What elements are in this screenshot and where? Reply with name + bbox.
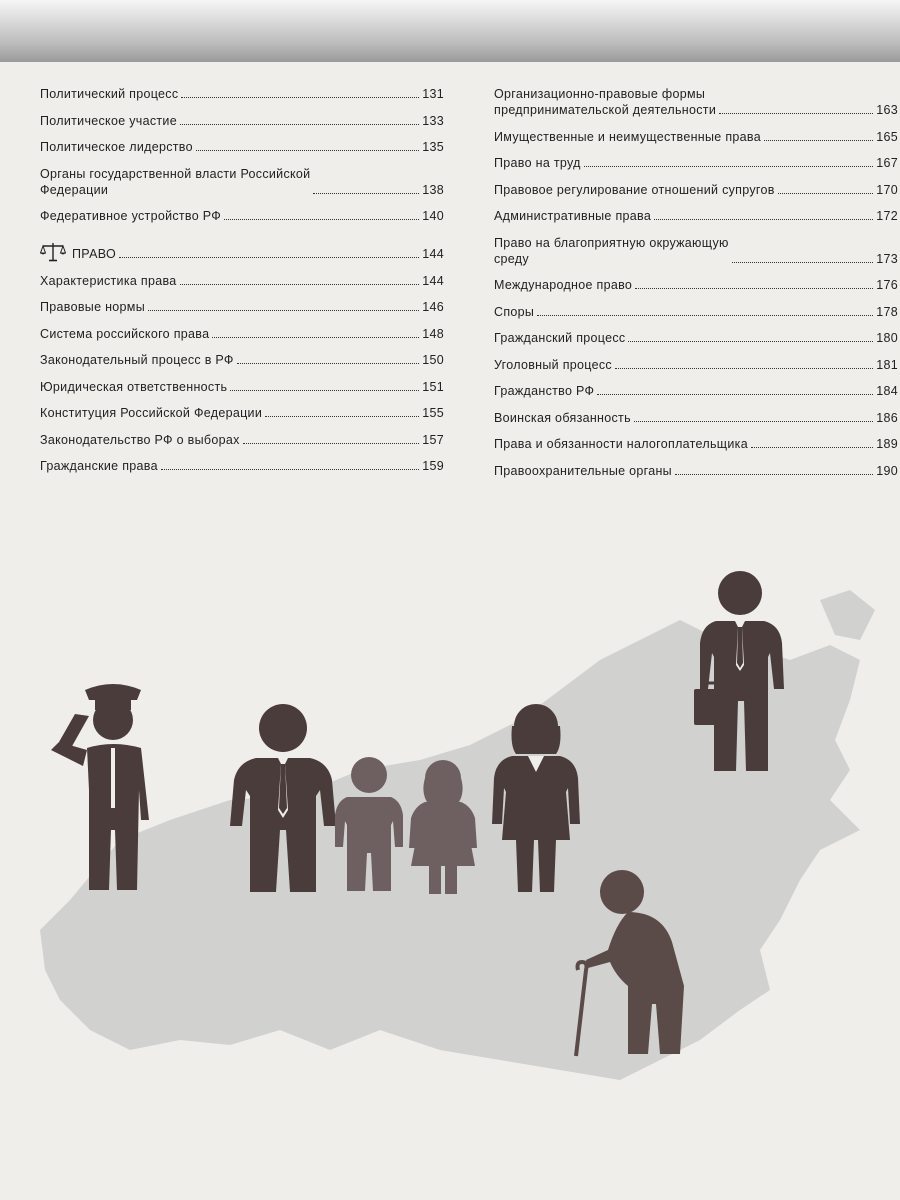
dot-leader (237, 363, 420, 364)
toc-entry-title: Политическое участие (40, 113, 177, 128)
scales-icon (40, 242, 66, 262)
dot-leader (212, 337, 419, 338)
toc-page-number: 146 (422, 300, 444, 314)
toc-page-number: 172 (876, 209, 898, 223)
toc-page-number: 155 (422, 406, 444, 420)
toc-entry[interactable] (494, 129, 898, 145)
toc-entry[interactable] (40, 458, 444, 474)
toc-page-number: 131 (422, 87, 444, 101)
dot-leader (230, 390, 419, 391)
toc-entry[interactable] (494, 436, 898, 452)
toc-entry-title: Федеративное устройство РФ (40, 209, 222, 223)
toc-entry[interactable] (40, 86, 444, 102)
toc-entry[interactable] (494, 235, 898, 267)
toc-entry-title: Правовое регулирование отношений супругов (494, 182, 775, 197)
elderly-man-figure (566, 866, 696, 1060)
toc-entry-title-line2: предпринимательской деятельности (494, 103, 717, 117)
toc-entry-title-line2: среду (494, 251, 529, 266)
dot-leader (161, 469, 419, 470)
section-title: ПРАВО (72, 247, 116, 261)
toc-entry[interactable] (494, 277, 898, 293)
toc-entry-title: Административные права (494, 209, 652, 223)
toc-entry-title: Гражданские права (40, 459, 158, 473)
dot-leader (719, 113, 873, 114)
toc-left-column (40, 86, 444, 485)
dot-leader (634, 421, 873, 422)
toc-entry[interactable] (494, 463, 898, 479)
toc-entry-title: Правоохранительные органы (494, 463, 672, 478)
dot-leader (778, 193, 874, 194)
toc-entry[interactable] (40, 299, 444, 315)
dot-leader (751, 447, 873, 448)
dot-leader (265, 416, 419, 417)
toc-page-number: 190 (876, 463, 898, 478)
dot-leader (537, 315, 873, 316)
dot-leader (584, 166, 874, 167)
toc-entry[interactable] (40, 379, 444, 395)
dot-leader (180, 124, 419, 125)
toc-entry[interactable] (40, 139, 444, 155)
toc-page-number: 159 (422, 459, 444, 473)
toc-page-number: 181 (876, 357, 898, 372)
toc-page-number: 151 (422, 379, 444, 394)
toc-entry-title: Права и обязанности налогоплательщика (494, 437, 748, 451)
dot-leader (224, 219, 419, 220)
toc-entry[interactable] (494, 330, 898, 346)
toc-page-number: 170 (876, 182, 898, 197)
toc-entry-title: Гражданский процесс (494, 331, 626, 345)
toc-entry-title: Международное право (494, 278, 633, 292)
dot-leader (181, 97, 419, 98)
dot-leader (180, 284, 420, 285)
toc-right-column (494, 86, 898, 489)
toc-entry-title-line1: Право на благоприятную окружающую (494, 235, 729, 250)
toc-page-number: 178 (876, 304, 898, 319)
toc-entry[interactable] (494, 182, 898, 198)
toc-entry-title: Конституция Российской Федерации (40, 406, 263, 420)
toc-entry[interactable] (40, 208, 444, 224)
toc-entry[interactable] (494, 86, 898, 118)
toc-entry[interactable] (494, 304, 898, 320)
toc-entry[interactable] (494, 155, 898, 171)
toc-entry[interactable] (40, 273, 444, 289)
toc-entry[interactable] (40, 166, 444, 198)
toc-section-heading[interactable] (40, 242, 444, 262)
toc-entry-title: Законодательный процесс в РФ (40, 353, 234, 367)
toc-entry-title: Правовые нормы (40, 300, 145, 314)
toc-entry[interactable] (40, 113, 444, 129)
dot-leader (628, 341, 873, 342)
toc-entry[interactable] (40, 352, 444, 368)
toc-entry[interactable] (40, 405, 444, 421)
dot-leader (119, 257, 419, 258)
toc-page-number: 180 (876, 331, 898, 345)
toc-entry[interactable] (40, 326, 444, 342)
dot-leader (615, 368, 873, 369)
toc-page-number: 148 (422, 326, 444, 341)
toc-page-number: 167 (876, 156, 898, 170)
toc-entry-title: Характеристика права (40, 273, 177, 288)
girl-figure (405, 758, 481, 896)
toc-page-number: 173 (876, 251, 898, 266)
toc-entry-title: Политическое лидерство (40, 140, 193, 154)
dot-leader (635, 288, 873, 289)
toc-entry-title-line2: Федерации (40, 182, 109, 197)
toc-entry-title: Имущественные и неимущественные права (494, 129, 761, 144)
toc-page-number: 138 (422, 182, 444, 197)
toc-entry-title: Политический процесс (40, 87, 179, 101)
dot-leader (148, 310, 419, 311)
dot-leader (243, 443, 420, 444)
dot-leader (732, 262, 874, 263)
toc-page-number: 144 (422, 273, 444, 288)
dot-leader (196, 150, 419, 151)
toc-entry-title: Система российского права (40, 326, 210, 341)
toc-page-number: 133 (422, 113, 444, 128)
toc-page-number: 150 (422, 353, 444, 367)
toc-entry-title: Воинская обязанность (494, 410, 631, 425)
toc-page-number: 184 (876, 384, 898, 398)
toc-page-number: 186 (876, 410, 898, 425)
toc-page-number: 176 (876, 278, 898, 292)
toc-entry[interactable] (494, 357, 898, 373)
toc-entry[interactable] (494, 410, 898, 426)
toc-entry-title: Уголовный процесс (494, 357, 612, 372)
toc-entry-title-line1: Органы государственной власти Российской (40, 166, 311, 181)
toc-page-number: 157 (422, 432, 444, 447)
toc-entry-title: Гражданство РФ (494, 384, 595, 398)
toc-entry[interactable] (494, 383, 898, 399)
businessman-figure (688, 565, 788, 777)
dot-leader (313, 193, 419, 194)
toc-page-number: 140 (422, 209, 444, 223)
dot-leader (764, 140, 873, 141)
toc-entry-title: Право на труд (494, 156, 581, 170)
boy-figure (333, 755, 405, 895)
toc-entry[interactable] (494, 208, 898, 224)
dot-leader (654, 219, 873, 220)
toc-entry-title: Споры (494, 304, 535, 319)
man-figure (228, 700, 338, 900)
toc-entry[interactable] (40, 432, 444, 448)
toc-page-number: 144 (422, 247, 444, 261)
dot-leader (597, 394, 873, 395)
toc-entry-title: Законодательство РФ о выборах (40, 432, 240, 447)
toc-entry-title: Юридическая ответственность (40, 379, 228, 394)
toc-page-number: 163 (876, 103, 898, 117)
toc-page-number: 165 (876, 129, 898, 144)
toc-page-number: 189 (876, 437, 898, 451)
toc-page-number: 135 (422, 140, 444, 154)
toc-entry-title-line1: Организационно-правовые формы (494, 87, 706, 101)
military-officer-figure (45, 670, 165, 910)
dot-leader (675, 474, 873, 475)
